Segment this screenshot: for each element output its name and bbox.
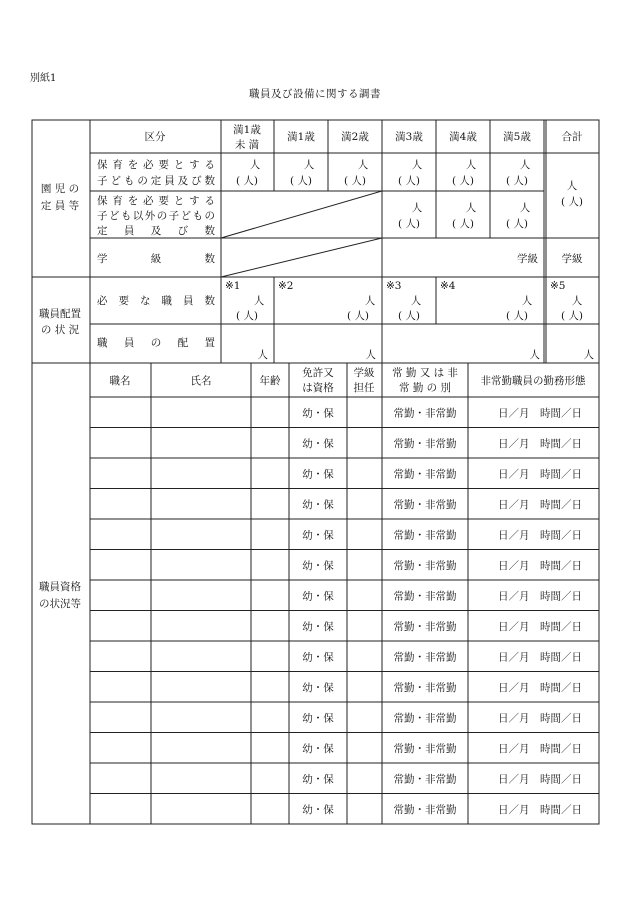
staff-row-6-parttime: 日／月 時間／日	[498, 590, 582, 603]
row2-label-line1: 保育を必要とする	[97, 195, 215, 207]
row1-label-line2: 子どもの定員及び数	[97, 175, 215, 187]
staff-row-13-license: 幼・保	[302, 803, 334, 816]
staff-row-7-parttime: 日／月 時間／日	[498, 620, 582, 633]
section2-label-line2: の 状 況	[40, 324, 80, 336]
header-total: 合計	[561, 131, 583, 143]
row1-col2-paren: ( 人)	[343, 175, 367, 187]
row1-col0-person: 人	[249, 159, 261, 171]
staff-row-6-status: 常勤・非常勤	[393, 590, 457, 603]
staff-row-10-parttime: 日／月 時間／日	[498, 712, 582, 725]
row1-col4-paren: ( 人)	[451, 175, 475, 187]
document-label: 別紙1	[30, 73, 57, 84]
row2-col0-person: 人	[411, 202, 423, 214]
row2-col2-paren: ( 人)	[505, 218, 529, 230]
staff-row-8-parttime: 日／月 時間／日	[498, 651, 582, 664]
hdr-age: 年齢	[259, 375, 281, 387]
age-col-2: 満2歳	[341, 131, 369, 143]
req-col3-paren: ( 人)	[397, 310, 421, 322]
staff-row-4-status: 常勤・非常勤	[393, 529, 457, 542]
staff-row-11-parttime: 日／月 時間／日	[498, 742, 582, 755]
hdr-license-line1: 免許又	[302, 367, 334, 379]
req-col2-person: 人	[364, 295, 376, 307]
req-col1-person: 人	[253, 295, 265, 307]
staff-row-8-status: 常勤・非常勤	[393, 651, 457, 664]
hdr-class-line2: 担任	[353, 382, 375, 394]
hdr-status-line2: 常 勤 の 別	[398, 382, 452, 394]
class-unit-total: 学級	[561, 253, 583, 265]
section1-label-line1: 園 児 の	[40, 183, 80, 195]
row1-col5-person: 人	[519, 159, 531, 171]
staff-row-9-parttime: 日／月 時間／日	[498, 681, 582, 694]
row2-col0-paren: ( 人)	[397, 218, 421, 230]
row2-label-line3: 定 員 及 び 数	[97, 225, 215, 237]
staff-row-6-license: 幼・保	[302, 590, 334, 603]
note-1: ※1	[225, 280, 241, 292]
section3-label-line2: の状況等	[39, 598, 81, 610]
staff-row-2-parttime: 日／月 時間／日	[498, 468, 582, 481]
req-col1-paren: ( 人)	[235, 310, 259, 322]
staff-row-13-parttime: 日／月 時間／日	[498, 803, 582, 816]
staff-row-4-license: 幼・保	[302, 529, 334, 542]
placement-col3-person: 人	[529, 349, 540, 361]
row1-label-line1: 保育を必要とする	[97, 159, 215, 171]
required-staff-label: 必 要 な 職 員 数	[97, 295, 215, 307]
total-unit-person: 人	[566, 180, 578, 192]
hdr-job: 職名	[109, 375, 131, 387]
age-col-3: 満3歳	[395, 131, 423, 143]
staff-row-13-status: 常勤・非常勤	[393, 803, 457, 816]
req-col5-person: 人	[571, 295, 583, 307]
row2-col1-person: 人	[465, 202, 477, 214]
staff-row-1-parttime: 日／月 時間／日	[498, 437, 582, 450]
staff-row-10-status: 常勤・非常勤	[393, 712, 457, 725]
row1-col4-person: 人	[465, 159, 477, 171]
placement-col1-person: 人	[257, 349, 268, 361]
age-col-0-line2: 未 満	[234, 139, 260, 151]
staff-row-4-parttime: 日／月 時間／日	[498, 529, 582, 542]
req-col4-person: 人	[521, 295, 533, 307]
note-5: ※5	[550, 280, 566, 292]
header-kubun: 区分	[144, 131, 166, 143]
staff-row-11-status: 常勤・非常勤	[393, 742, 457, 755]
staff-row-8-license: 幼・保	[302, 651, 334, 664]
section2-label-line1: 職員配置	[39, 308, 81, 320]
section3-label-line1: 職員資格	[39, 581, 81, 593]
staff-row-11-license: 幼・保	[302, 742, 334, 755]
class-unit: 学級	[517, 253, 538, 265]
req-col2-paren: ( 人)	[346, 310, 370, 322]
hdr-parttime: 非常勤職員の勤務形態	[480, 375, 586, 387]
req-col3-person: 人	[410, 295, 422, 307]
row2-label-line2: 子ども以外の子どもの	[97, 210, 215, 222]
staff-row-1-status: 常勤・非常勤	[393, 437, 457, 450]
staff-row-2-status: 常勤・非常勤	[393, 468, 457, 481]
document-title: 職員及び設備に関する調書	[249, 88, 381, 100]
staff-row-2-license: 幼・保	[302, 468, 334, 481]
hdr-status-line1: 常 勤 又 は 非	[392, 367, 458, 379]
staff-row-0-license: 幼・保	[302, 407, 334, 420]
staff-row-12-status: 常勤・非常勤	[393, 773, 457, 786]
staff-row-10-license: 幼・保	[302, 712, 334, 725]
hdr-license-line2: は資格	[302, 382, 334, 394]
row1-col3-paren: ( 人)	[397, 175, 421, 187]
req-col4-paren: ( 人)	[505, 310, 529, 322]
row2-col2-person: 人	[519, 202, 531, 214]
staff-row-12-parttime: 日／月 時間／日	[498, 773, 582, 786]
staff-row-0-parttime: 日／月 時間／日	[498, 407, 582, 420]
staff-row-3-status: 常勤・非常勤	[393, 498, 457, 511]
staff-row-7-status: 常勤・非常勤	[393, 620, 457, 633]
staff-placement-label: 職 員 の 配 置	[97, 337, 215, 349]
staff-row-9-status: 常勤・非常勤	[393, 681, 457, 694]
req-col5-paren: ( 人)	[560, 310, 584, 322]
age-col-4: 満4歳	[449, 131, 477, 143]
hdr-class-line1: 学級	[353, 367, 375, 379]
staff-row-5-license: 幼・保	[302, 559, 334, 572]
row1-col3-person: 人	[411, 159, 423, 171]
staff-row-1-license: 幼・保	[302, 437, 334, 450]
row1-col1-paren: ( 人)	[289, 175, 313, 187]
age-col-0-line1: 満1歳	[233, 124, 261, 136]
row1-col1-person: 人	[303, 159, 315, 171]
row2-col1-paren: ( 人)	[451, 218, 475, 230]
staff-row-0-status: 常勤・非常勤	[393, 407, 457, 420]
note-3: ※3	[386, 280, 402, 292]
note-4: ※4	[440, 280, 456, 292]
row1-col2-person: 人	[357, 159, 369, 171]
row3-label: 学 級 数	[97, 253, 215, 265]
staff-row-9-license: 幼・保	[302, 681, 334, 694]
row1-col0-paren: ( 人)	[235, 175, 259, 187]
row1-col5-paren: ( 人)	[505, 175, 529, 187]
hdr-name: 氏名	[190, 375, 212, 387]
staff-row-5-status: 常勤・非常勤	[393, 559, 457, 572]
placement-col2-person: 人	[365, 349, 376, 361]
age-col-5: 満5歳	[503, 131, 531, 143]
section1-label-line2: 定 員 等	[40, 200, 80, 212]
staff-row-5-parttime: 日／月 時間／日	[498, 559, 582, 572]
staff-row-3-license: 幼・保	[302, 498, 334, 511]
staff-row-3-parttime: 日／月 時間／日	[498, 498, 582, 511]
staff-row-12-license: 幼・保	[302, 773, 334, 786]
staff-row-7-license: 幼・保	[302, 620, 334, 633]
note-2: ※2	[278, 280, 294, 292]
total-unit-paren: ( 人)	[560, 196, 584, 208]
age-col-1: 満1歳	[287, 131, 315, 143]
placement-col4-person: 人	[583, 349, 594, 361]
